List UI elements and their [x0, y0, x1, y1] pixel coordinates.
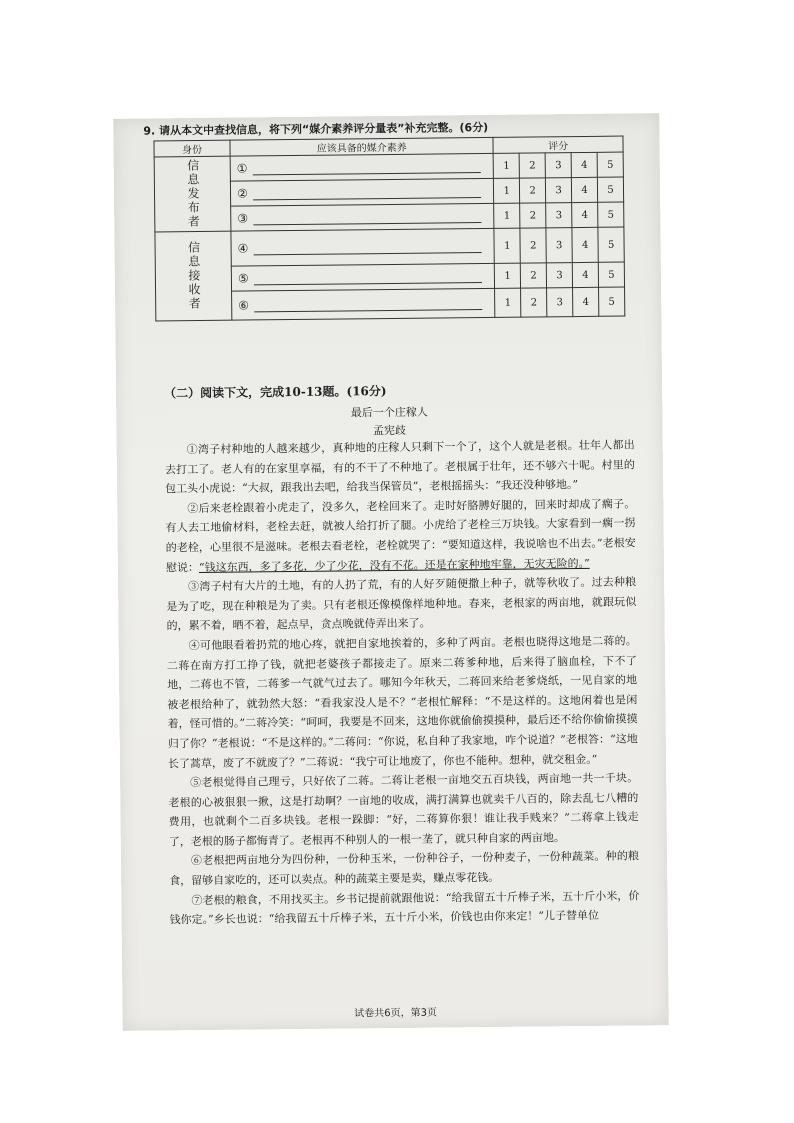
- score-cell: 4: [572, 202, 598, 227]
- score-cell: 5: [598, 227, 624, 262]
- paragraph: ④可他眼看着扔荒的地心疼，就把自家地挨着的，多种了两亩。老根也晓得这地是二蒋的。二蒋在南方打工挣了钱，就把老婆孩子都接走了。原来二蒋爹种地，后来得了脑血栓，下不了地，二蒋也不管，二蒋爹一气就气过去了。哪知今年秋天，二蒋回来给老爹烧纸，一见自家的地被老根给种了，就勃然大怒：“看我家没人是不？”老根忙解释：“不是这样的。这地闲着也是闲着，怪可惜的。”二蒋冷笑：“呵呵，我要是不回来，这地你就偷偷摸摸种，最后还不给你偷偷摸摸归了你？”老根说：“不是这样的。”二蒋问：“你说，私自种了我家地，咋个说道？”老根答：“这地长了蒿草，废了不就废了？”二蒋说：“我宁可让地废了，你也不能种。想种，就交租金。”: [166, 634, 638, 770]
- score-cell: 5: [597, 152, 623, 177]
- page-footer: 试卷共6页，第3页: [354, 1007, 438, 1020]
- underlined-sentence: “钱这东西，多了多花，少了少花，没有不花。还是在家种地牢靠，无灾无险的。”: [198, 556, 590, 574]
- score-cell: 1: [494, 228, 520, 263]
- score-cell: 2: [520, 178, 546, 203]
- score-cell: 4: [571, 152, 597, 177]
- article-body: [165, 435, 640, 930]
- score-cell: 1: [494, 178, 520, 203]
- literacy-row: ⑤: [231, 263, 495, 291]
- table-header-role: 身份: [154, 140, 230, 157]
- score-cell: 4: [572, 262, 598, 287]
- paragraph: ⑤老根觉得自己理亏，只好依了二蒋。二蒋让老根一亩地交五百块钱，两亩地一共一千块。老根的心被狠狠一揪，这是打劫啊？一亩地的收成，满打满算也就卖千八百的，除去乱七八糟的费用，也就剩个二百多块钱。老根一跺脚：“好，二蒋算你狠！谁让我手贱来？”二蒋拿上钱走了，老根的肠子都悔青了。老根再不种别人的一根一垄了，就只种自家的两亩地。: [168, 771, 639, 849]
- answer-blank[interactable]: [253, 160, 481, 175]
- answer-blank[interactable]: [253, 185, 481, 200]
- article-title: 最后一个庄稼人: [350, 405, 428, 420]
- paragraph: ⑥老根把两亩地分为四份种，一份种玉米，一份种谷子，一份种麦子，一份种蔬菜。种的粮食，留够自家吃的，还可以卖点。种的蔬菜主要是卖，赚点零花钱。: [169, 849, 640, 888]
- question-9-prompt: 9. 请从本文中查找信息，将下列“媒介素养评分量表”补充完整。(6分): [143, 120, 489, 138]
- role-receiver: 信息接收者: [155, 231, 232, 321]
- paragraph: ③湾子村有大片的土地，有的人扔了荒，有的人好歹随便撒上种子，就等秋收了。过去种粮是为了吃，现在种粮是为了卖。只有老根还像模像样地种地。春来，老根家的两亩地，就跟玩似的，累不着，晒不着，起点早，贪点晚就侍弄出来了。: [166, 575, 637, 633]
- paragraph: ②后来老栓跟着小虎走了，没多久，老栓回来了。走时好胳膊好腿的，回来时却成了瘸子。有人去工地偷材料，老栓去赶，就被人给打折了腿。小虎给了老栓三万块钱。大家看到一瘸一拐的老栓，心里很不是滋味。老根去看老栓，老栓就哭了：“要知道这样，我说啥也不出去。”老根安慰说：“钱这东西，多了多花，少了少花，没有不花。还是在家种地牢靠，无灾无险的。”: [165, 497, 636, 574]
- score-cell: 1: [493, 153, 519, 178]
- score-cell: 3: [546, 228, 572, 263]
- score-cell: 5: [598, 202, 624, 227]
- article-author: 孟宪歧: [372, 423, 407, 438]
- answer-blank[interactable]: [254, 240, 482, 255]
- score-cell: 1: [495, 263, 521, 288]
- answer-blank[interactable]: [254, 297, 482, 312]
- literacy-row: ⑥: [232, 288, 496, 320]
- score-cell: 4: [573, 287, 599, 316]
- score-cell: 3: [546, 203, 572, 228]
- answer-blank[interactable]: [253, 210, 481, 225]
- exam-page: [113, 113, 669, 1031]
- literacy-row: ①: [230, 153, 494, 181]
- score-cell: 1: [494, 203, 520, 228]
- score-cell: 3: [546, 263, 572, 288]
- paragraph: ①湾子村种地的人越来越少，真种地的庄稼人只剩下一个了，这个人就是老根。壮年人都出去打工了。老人有的在家里享福，有的不干了不种地了。老根属于壮年，还不够六十呢。村里的包工头小虎说：“大叔，跟我出去吧，给我当保管员”，老根摇摇头：“我还没种够地。”: [164, 438, 635, 496]
- score-cell: 2: [521, 288, 547, 317]
- score-cell: 2: [520, 203, 546, 228]
- table-header-score: 评分: [493, 136, 623, 153]
- score-cell: 5: [599, 287, 625, 316]
- score-cell: 2: [519, 153, 545, 178]
- score-cell: 3: [545, 153, 571, 178]
- score-cell: 2: [520, 228, 546, 263]
- table-header-literacy: 应该具备的媒介素养: [230, 137, 493, 156]
- score-cell: 5: [598, 262, 624, 287]
- score-cell: 4: [571, 177, 597, 202]
- score-cell: 3: [546, 178, 572, 203]
- score-cell: 5: [597, 177, 623, 202]
- score-cell: 4: [572, 227, 598, 262]
- literacy-row: ④: [231, 228, 495, 266]
- literacy-row: ③: [231, 203, 495, 231]
- answer-blank[interactable]: [254, 270, 482, 285]
- role-publisher: 信息发布者: [154, 156, 231, 232]
- score-cell: 2: [520, 263, 546, 288]
- section-heading: （二）阅读下文，完成10-13题。(16分): [164, 384, 387, 401]
- score-cell: 1: [495, 288, 521, 317]
- score-cell: 3: [547, 288, 573, 317]
- paragraph: ⑦老根的粮食，不用找买主。乡书记提前就跟他说：“给我留五十斤棒子米，五十斤小米，价钱你定。”乡长也说：“给我留五十斤棒子米，五十斤小米，价钱也由你来定！”儿子替单位: [169, 889, 640, 927]
- literacy-row: ②: [230, 178, 494, 206]
- media-literacy-table: [153, 136, 625, 322]
